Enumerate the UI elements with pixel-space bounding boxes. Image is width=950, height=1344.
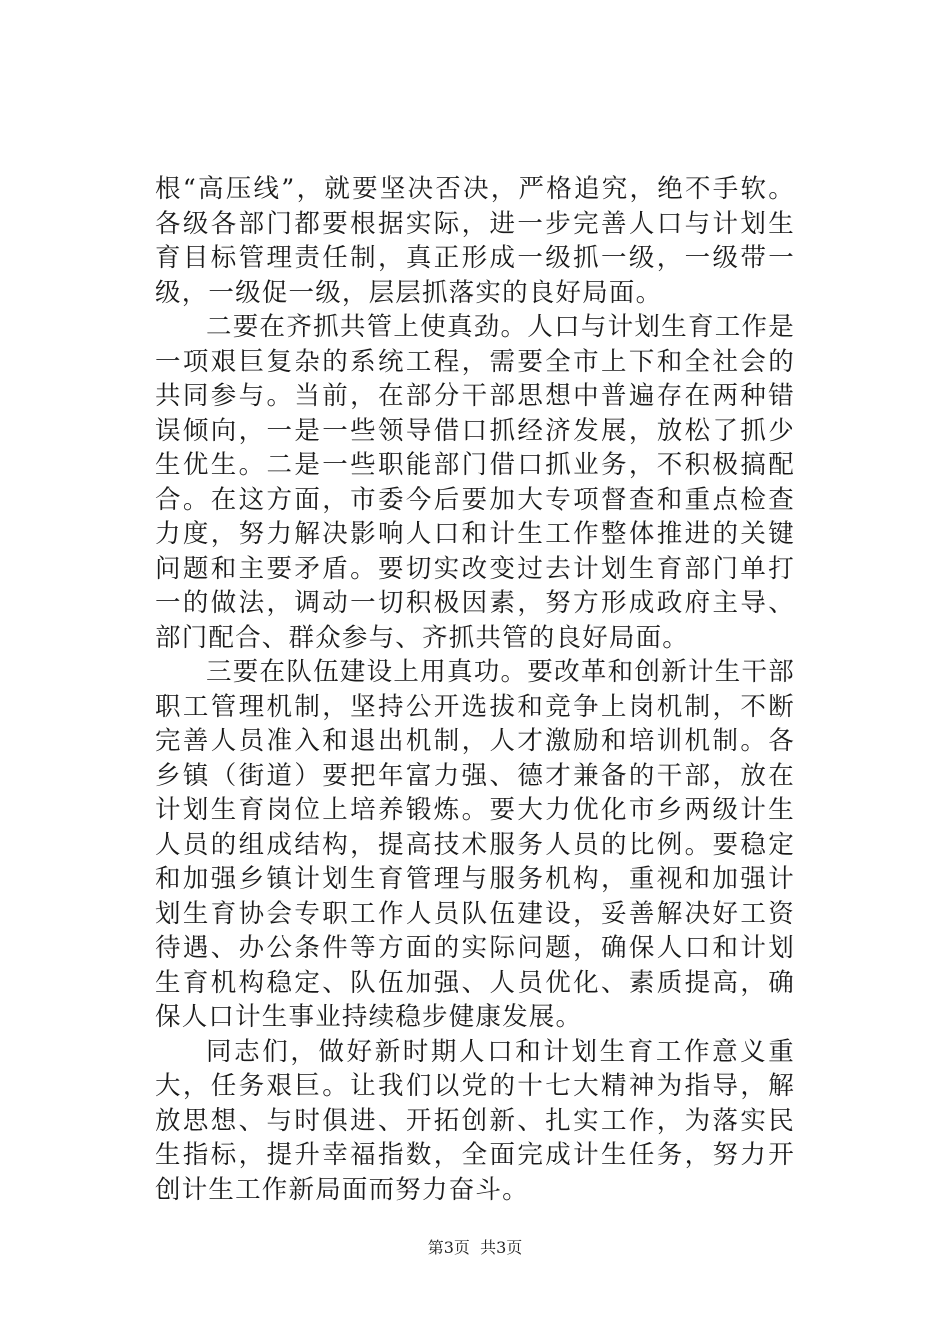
paragraph-closing: 同志们，做好新时期人口和计划生育工作意义重大，任务艰巨。让我们以党的十七大精神为指导，解放思想、与时俱进、开拓创新、扎实工作，为落实民生指标，提升幸福指数，全面完成计生任务，努力开创计生工作新局面而努力奋斗。 — [155, 1036, 795, 1205]
footer-separator — [470, 1238, 480, 1257]
paragraph-continuation: 根“高压线”，就要坚决否决，严格追究，绝不手软。各级各部门都要根据实际，进一步完善人口与计划生育目标管理责任制，真正形成一级抓一级，一级带一级，一级促一级，层层抓落实的良好局面。 — [155, 174, 795, 308]
document-body — [155, 172, 795, 1207]
page-footer — [0, 1238, 950, 1258]
paragraph-second-requirement: 二要在齐抓共管上使真劲。人口与计划生育工作是一项艰巨复杂的系统工程，需要全市上下和全社会的共同参与。当前，在部分干部思想中普遍存在两种错误倾向，一是一些领导借口抓经济发展，放松了抓少生优生。二是一些职能部门借口抓业务，不积极搞配合。在这方面，市委今后要加大专项督查和重点检查力度，努力解决影响人口和计生工作整体推进的关键问题和主要矛盾。要切实改变过去计划生育部门单打一的做法，调动一切积极因素，努方形成政府主导、部门配合、群众参与、齐抓共管的良好局面。 — [155, 312, 795, 653]
page-number-current: 第3页 — [427, 1238, 470, 1257]
paragraph-third-requirement: 三要在队伍建设上用真功。要改革和创新计生干部职工管理机制，坚持公开选拔和竞争上岗机制，不断完善人员准入和退出机制，人才激励和培训机制。各乡镇（街道）要把年富力强、德才兼备的干部，放在计划生育岗位上培养锻炼。要大力优化市乡两级计生人员的组成结构，提高技术服务人员的比例。要稳定和加强乡镇计划生育管理与服务机构，重视和加强计划生育协会专职工作人员队伍建设，妥善解决好工资待遇、办公条件等方面的实际问题，确保人口和计划生育机构稳定、队伍加强、人员优化、素质提高，确保人口计生事业持续稳步健康发展。 — [155, 657, 795, 1032]
page-number-total: 共3页 — [480, 1238, 523, 1257]
